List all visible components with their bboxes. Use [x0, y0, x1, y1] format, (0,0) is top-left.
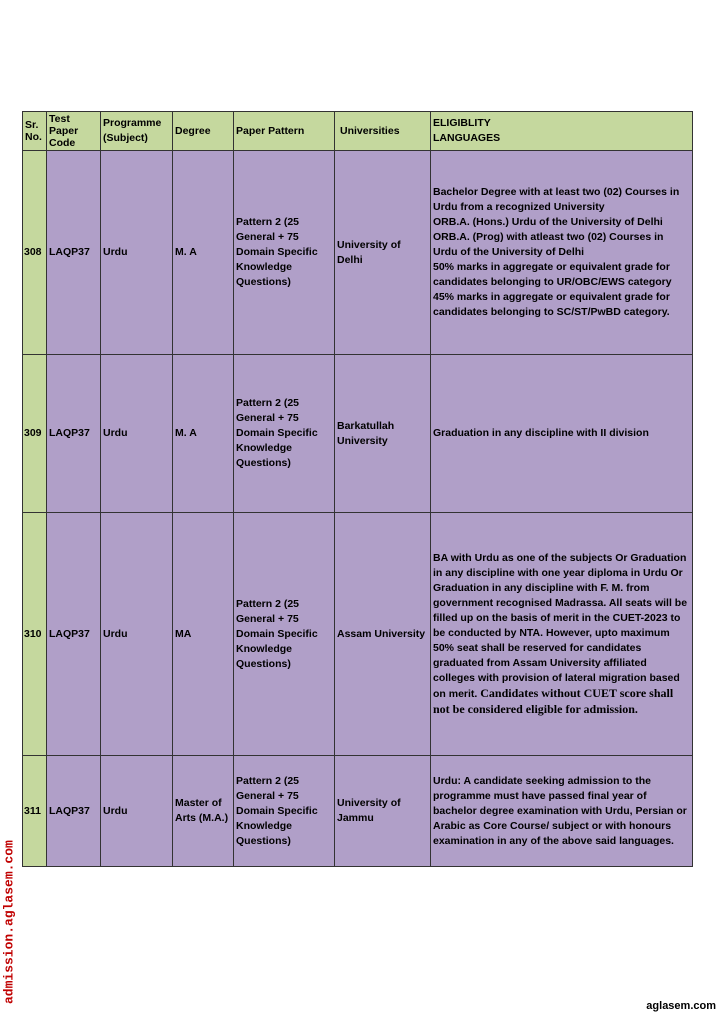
table-header-row: [23, 112, 693, 151]
degree-cell: M. A: [173, 355, 234, 513]
eligibility-line: 50% marks in aggregate or equivalent grade for candidates belonging to UR/OBC/EWS category: [433, 261, 672, 288]
university-cell: Assam University: [335, 513, 431, 756]
paper-code-cell: LAQP37: [47, 355, 101, 513]
eligibility-line: ORB.A. (Prog) with atleast two (02) Courses in Urdu of the University of Delhi: [433, 231, 664, 258]
paper-pattern-cell: Pattern 2 (25 General + 75 Domain Specific Knowledge Questions): [234, 151, 335, 355]
footer-brand: aglasem.com: [646, 1000, 716, 1012]
table-row: [23, 513, 693, 756]
paper-code-cell: LAQP37: [47, 151, 101, 355]
table-row: [23, 355, 693, 513]
header-eligibility: ELIGIBLITY LANGUAGES: [431, 112, 693, 151]
sr-no-cell: 310: [23, 513, 47, 756]
eligibility-line: Urdu: A candidate seeking admission to the programme must have passed final year of bachelor degree examination with Urdu, Persian or Arabic as Core Course/ subject or with honours examination in any of the above said languages.: [433, 774, 687, 847]
eligibility-cell: [431, 513, 693, 756]
eligibility-cell: [431, 151, 693, 355]
header-test-paper-code: Test Paper Code: [47, 112, 101, 151]
eligibility-line: 45% marks in aggregate or equivalent grade for candidates belonging to SC/ST/PwBD category.: [433, 291, 670, 318]
eligibility-table: [22, 111, 693, 867]
header-sr-no: Sr. No.: [23, 112, 47, 151]
table-row: [23, 151, 693, 355]
paper-code-cell: LAQP37: [47, 513, 101, 756]
header-universities: Universities: [335, 112, 431, 151]
header-degree: Degree: [173, 112, 234, 151]
programme-cell: Urdu: [101, 355, 173, 513]
university-cell: University of Jammu: [335, 756, 431, 867]
eligibility-line: Bachelor Degree with at least two (02) Courses in Urdu from a recognized University: [433, 186, 680, 213]
header-paper-pattern: Paper Pattern: [234, 112, 335, 151]
paper-pattern-cell: Pattern 2 (25 General + 75 Domain Specific Knowledge Questions): [234, 355, 335, 513]
sr-no-cell: 308: [23, 151, 47, 355]
eligibility-cell: [431, 756, 693, 867]
paper-code-cell: LAQP37: [47, 756, 101, 867]
degree-cell: Master of Arts (M.A.): [173, 756, 234, 867]
university-cell: Barkatullah University: [335, 355, 431, 513]
table-row: [23, 756, 693, 867]
sr-no-cell: 309: [23, 355, 47, 513]
eligibility-line: BA with Urdu as one of the subjects Or Graduation in any discipline with one year diploma in Urdu Or Graduation in any discipline with F. M. from government recognised Madrassa. All seats will be filled up on the basis of merit in the CUET-2023 to be conducted by NTA. However, upto maximum 50% seat shall be reserved for candidates graduated from Assam University affiliated colleges with provision of lateral migration based on merit.: [433, 551, 688, 700]
header-programme: Programme (Subject): [101, 112, 173, 151]
eligibility-cell: [431, 355, 693, 513]
degree-cell: MA: [173, 513, 234, 756]
eligibility-note: Candidates without CUET score shall not be considered eligible for admission.: [433, 685, 674, 716]
programme-cell: Urdu: [101, 756, 173, 867]
paper-pattern-cell: Pattern 2 (25 General + 75 Domain Specific Knowledge Questions): [234, 513, 335, 756]
paper-pattern-cell: Pattern 2 (25 General + 75 Domain Specific Knowledge Questions): [234, 756, 335, 867]
university-cell: University of Delhi: [335, 151, 431, 355]
degree-cell: M. A: [173, 151, 234, 355]
sr-no-cell: 311: [23, 756, 47, 867]
programme-cell: Urdu: [101, 513, 173, 756]
eligibility-line: ORB.A. (Hons.) Urdu of the University of Delhi: [433, 216, 663, 228]
watermark-text: admission.aglasem.com: [1, 840, 17, 1005]
programme-cell: Urdu: [101, 151, 173, 355]
eligibility-line: Graduation in any discipline with II division: [433, 427, 649, 439]
